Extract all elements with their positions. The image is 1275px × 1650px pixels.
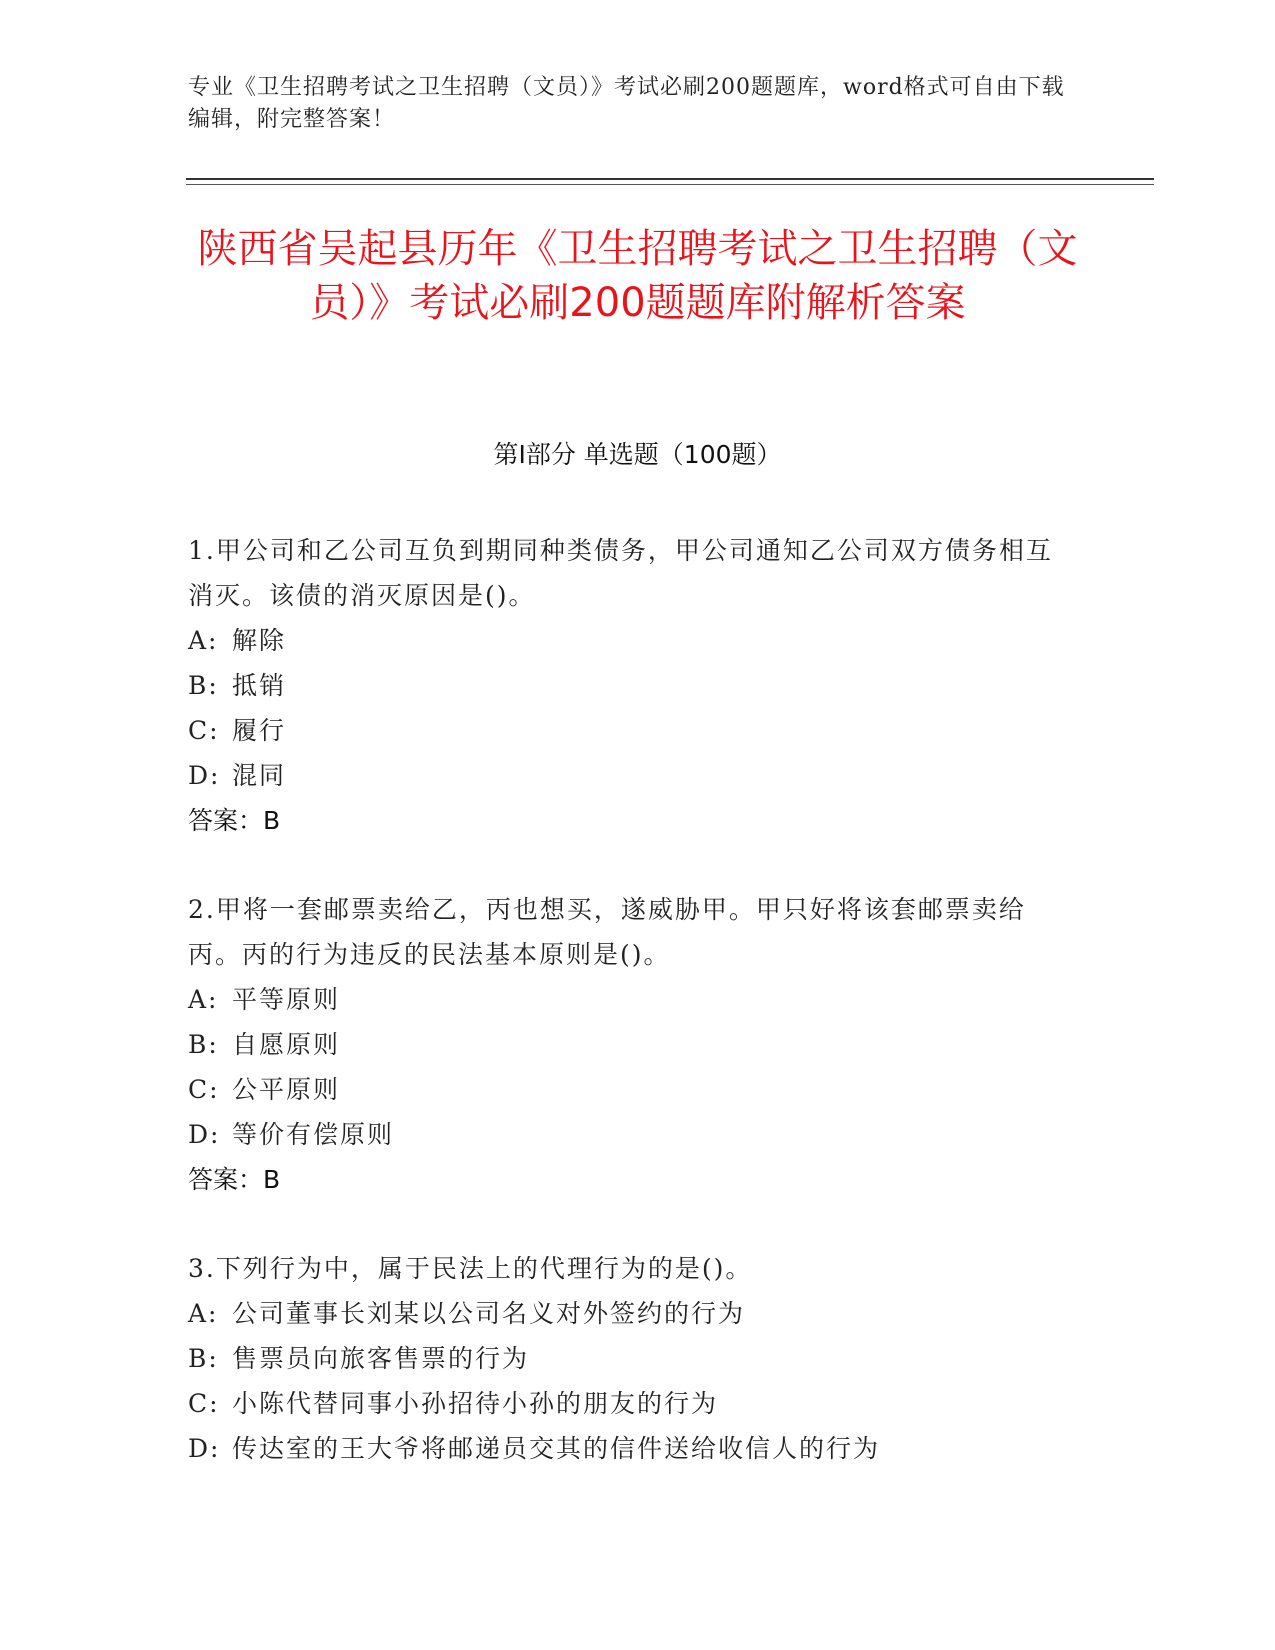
option-d xyxy=(188,753,1068,798)
option-a xyxy=(188,977,1068,1022)
header-rule-thin xyxy=(186,184,1154,185)
section-title: 第I部分 单选题（100题） xyxy=(493,440,782,469)
option-text: 等价有偿原则 xyxy=(232,1120,395,1149)
header-rule-thick xyxy=(186,178,1154,180)
option-c xyxy=(188,1381,1068,1426)
option-key: B: xyxy=(188,1344,219,1373)
option-key: A: xyxy=(188,985,219,1014)
question-stem: 3.下列行为中，属于民法上的代理行为的是()。 xyxy=(188,1254,753,1283)
question-stem: 1.甲公司和乙公司互负到期同种类债务，甲公司通知乙公司双方债务相互消灭。该债的消灭原因是()。 xyxy=(188,536,1053,610)
option-text: 平等原则 xyxy=(232,985,341,1014)
option-text: 公司董事长刘某以公司名义对外签约的行为 xyxy=(232,1299,746,1328)
document-title: 陕西省吴起县历年《卫生招聘考试之卫生招聘（文员）》考试必刷200题题库附解析答案 xyxy=(197,226,1078,326)
answer-line: 答案：B xyxy=(188,806,281,835)
option-text: 履行 xyxy=(232,716,287,745)
option-text: 小陈代替同事小孙招待小孙的朋友的行为 xyxy=(232,1389,719,1418)
header-note: 专业《卫生招聘考试之卫生招聘（文员）》考试必刷200题题库，word格式可自由下载编辑，附完整答案！ xyxy=(188,75,1065,132)
option-a xyxy=(188,1291,1068,1336)
option-key: A: xyxy=(188,1299,219,1328)
option-text: 解除 xyxy=(232,626,287,655)
option-text: 自愿原则 xyxy=(232,1030,341,1059)
question-1 xyxy=(188,528,1068,843)
option-key: C: xyxy=(188,1389,220,1418)
option-key: C: xyxy=(188,716,220,745)
option-b xyxy=(188,1022,1068,1067)
option-key: D: xyxy=(188,1120,221,1149)
option-a xyxy=(188,618,1068,663)
option-key: B: xyxy=(188,1030,219,1059)
option-key: C: xyxy=(188,1075,220,1104)
question-list xyxy=(188,528,1068,1515)
option-key: D: xyxy=(188,761,221,790)
question-2 xyxy=(188,887,1068,1202)
option-d xyxy=(188,1426,1068,1471)
option-text: 混同 xyxy=(232,761,287,790)
answer-line: 答案：B xyxy=(188,1165,281,1194)
option-d xyxy=(188,1112,1068,1157)
question-3 xyxy=(188,1246,1068,1471)
option-c xyxy=(188,1067,1068,1112)
option-c xyxy=(188,708,1068,753)
option-key: B: xyxy=(188,671,219,700)
option-key: D: xyxy=(188,1434,221,1463)
option-b xyxy=(188,1336,1068,1381)
option-text: 传达室的王大爷将邮递员交其的信件送给收信人的行为 xyxy=(232,1434,881,1463)
option-text: 公平原则 xyxy=(232,1075,341,1104)
option-text: 售票员向旅客售票的行为 xyxy=(232,1344,530,1373)
option-key: A: xyxy=(188,626,219,655)
option-text: 抵销 xyxy=(232,671,287,700)
question-stem: 2.甲将一套邮票卖给乙，丙也想买，遂威胁甲。甲只好将该套邮票卖给丙。丙的行为违反的民法基本原则是()。 xyxy=(188,895,1026,969)
option-b xyxy=(188,663,1068,708)
